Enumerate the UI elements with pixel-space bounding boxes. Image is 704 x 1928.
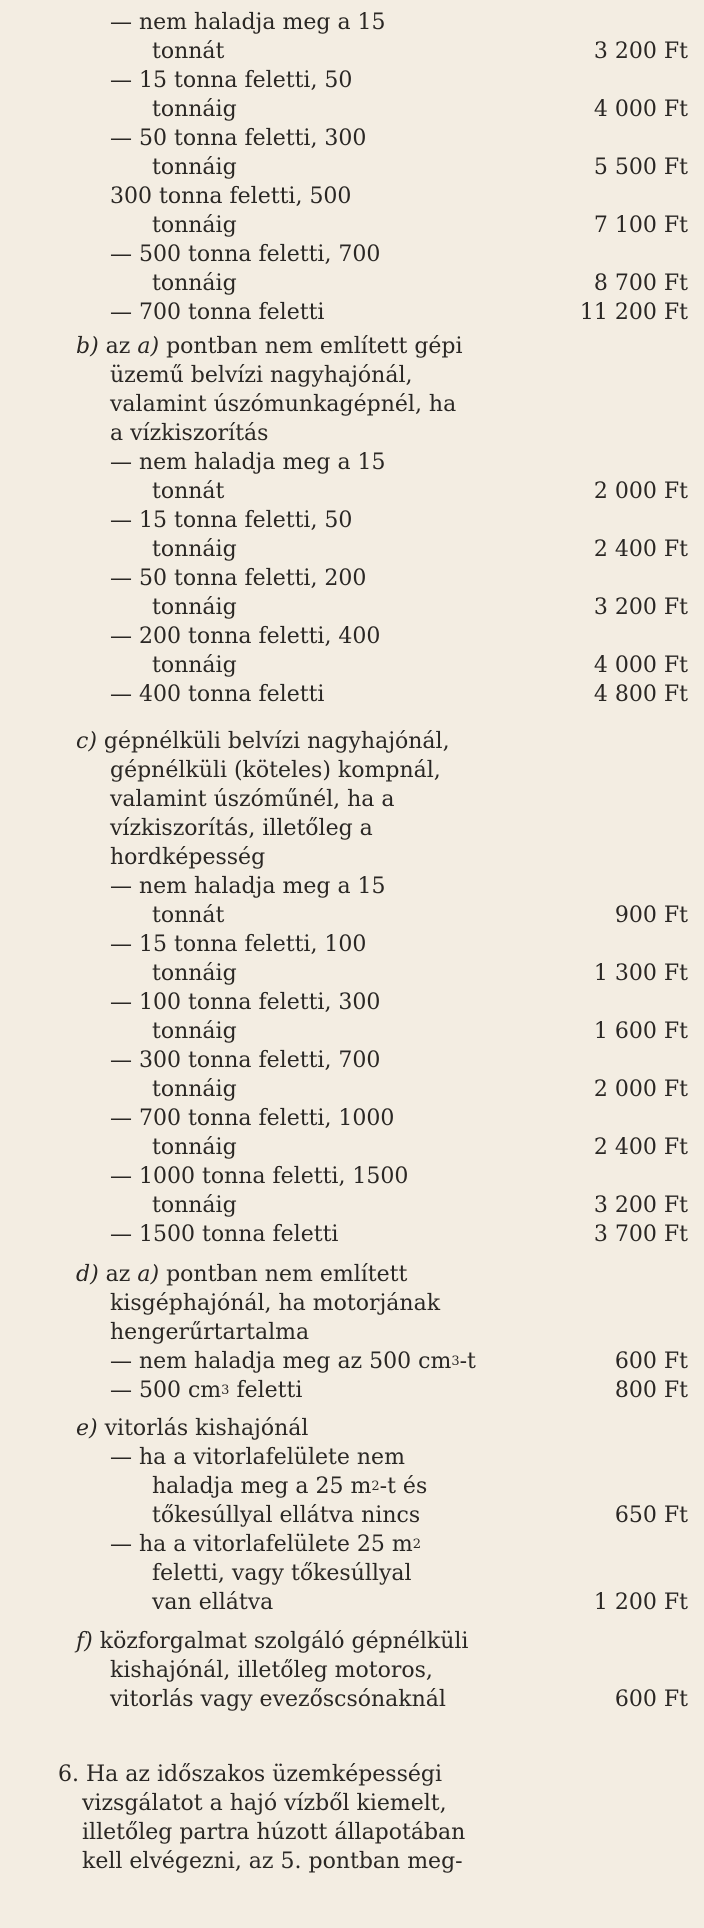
d-row-2-label (110, 1378, 302, 1406)
b-row-4-amount: 4 000 Ft (593, 653, 688, 678)
c-row-2-label: — 15 tonna feletti, 100 (110, 932, 367, 957)
d-line-3: hengerűrtartalma (110, 1320, 310, 1345)
a-row-3-amount: 5 500 Ft (593, 155, 688, 180)
c-line-5: hordképesség (110, 845, 266, 870)
e-row-1-sup: 2 (371, 1479, 380, 1494)
e-row-2-line-1 (110, 1532, 421, 1560)
a-row-4-cont: tonnáig (152, 213, 237, 238)
a-row-5-amount: 8 700 Ft (593, 271, 688, 296)
d-line-1 (76, 1262, 407, 1290)
a-row-2-cont: tonnáig (152, 97, 237, 122)
c-row-7-label: — 1500 tonna feletti (110, 1222, 339, 1247)
d-line-2: kisgéphajónál, ha motorjának (110, 1291, 441, 1316)
c-row-4-cont: tonnáig (152, 1077, 237, 1102)
c-row-1-cont: tonnát (152, 903, 225, 928)
d-row-1-amount: 600 Ft (614, 1349, 688, 1374)
e-row-1-line-2 (152, 1474, 427, 1502)
b-row-3-label: — 50 tonna feletti, 200 (110, 566, 367, 591)
d-line-1-post: pontban nem említett (166, 1262, 408, 1287)
c-line-3: valamint úszóműnél, ha a (110, 787, 395, 812)
b-line-2: üzemű belvízi nagyhajónál, (110, 363, 413, 388)
e-row-1-line-3: tőkesúllyal ellátva nincs (152, 1503, 421, 1528)
b-row-3-cont: tonnáig (152, 595, 237, 620)
a-row-1-amount: 3 200 Ft (593, 39, 688, 64)
e-row-2-line-2: feletti, vagy tőkesúllyal (152, 1561, 412, 1586)
b-line-4: a vízkiszorítás (110, 421, 269, 446)
c-row-3-cont: tonnáig (152, 1019, 237, 1044)
a-row-1-label: — nem haladja meg a 15 (110, 10, 386, 35)
b-line-1-pre: az (105, 334, 131, 359)
a-row-6-amount: 11 200 Ft (579, 300, 688, 325)
c-row-4-amount: 2 000 Ft (593, 1077, 688, 1102)
c-line-1-text: gépnélküli belvízi nagyhajónál, (103, 729, 450, 754)
d-row-2-pre: — 500 cm (110, 1378, 222, 1403)
c-row-3-amount: 1 600 Ft (593, 1019, 688, 1044)
b-line-3: valamint úszómunkagépnél, ha (110, 392, 457, 417)
b-row-1-label: — nem haladja meg a 15 (110, 450, 386, 475)
b-row-4-cont: tonnáig (152, 653, 237, 678)
e-line-1-text: vitorlás kishajónál (104, 1416, 309, 1441)
s6-line-4: kell elvégezni, az 5. pontban meg- (82, 1849, 463, 1874)
e-row-1-line-2-post: -t és (379, 1474, 428, 1499)
a-row-6-label: — 700 tonna feletti (110, 300, 325, 325)
d-row-2-post: feletti (229, 1378, 303, 1403)
e-marker: e) (76, 1416, 98, 1441)
d-row-1-label (110, 1349, 476, 1377)
b-row-2-amount: 2 400 Ft (593, 537, 688, 562)
c-line-1 (76, 729, 450, 757)
b-row-2-label: — 15 tonna feletti, 50 (110, 508, 353, 533)
e-row-1-amount: 650 Ft (614, 1503, 688, 1528)
c-row-5-cont: tonnáig (152, 1135, 237, 1160)
f-line-3: vitorlás vagy evezőscsónaknál (110, 1687, 446, 1712)
d-marker: d) (76, 1262, 99, 1287)
c-row-7-amount: 3 700 Ft (593, 1222, 688, 1247)
a-row-2-label: — 15 tonna feletti, 50 (110, 68, 353, 93)
d-row-2-sup: 3 (221, 1383, 230, 1398)
b-ref-marker: a) (137, 334, 160, 359)
e-row-2-amount: 1 200 Ft (593, 1590, 688, 1615)
e-row-2-line-1-pre: — ha a vitorlafelülete 25 m (110, 1532, 413, 1557)
s6-line-1-text: Ha az időszakos üzemképességi (86, 1762, 443, 1787)
a-row-3-label: — 50 tonna feletti, 300 (110, 126, 367, 151)
e-row-1-line-1: — ha a vitorlafelülete nem (110, 1445, 405, 1470)
e-row-2-line-3: van ellátva (152, 1590, 274, 1615)
c-row-3-label: — 100 tonna feletti, 300 (110, 990, 381, 1015)
d-row-2-amount: 800 Ft (614, 1378, 688, 1403)
c-row-2-amount: 1 300 Ft (593, 961, 688, 986)
c-line-2: gépnélküli (köteles) kompnál, (110, 758, 441, 783)
b-line-1-post: pontban nem említett gépi (166, 334, 463, 359)
c-line-4: vízkiszorítás, illetőleg a (110, 816, 373, 841)
a-row-2-amount: 4 000 Ft (593, 97, 688, 122)
b-row-2-cont: tonnáig (152, 537, 237, 562)
c-row-5-amount: 2 400 Ft (593, 1135, 688, 1160)
d-row-1-post: -t (459, 1349, 476, 1374)
b-row-4-label: — 200 tonna feletti, 400 (110, 624, 381, 649)
f-line-2: kishajónál, illetőleg motoros, (110, 1658, 433, 1683)
a-row-4-amount: 7 100 Ft (593, 213, 688, 238)
c-marker: c) (76, 729, 97, 754)
f-amount: 600 Ft (614, 1687, 688, 1712)
f-line-1-text: közforgalmat szolgáló gépnélküli (99, 1629, 469, 1654)
f-marker: f) (76, 1629, 93, 1654)
c-row-6-amount: 3 200 Ft (593, 1193, 688, 1218)
c-row-1-label: — nem haladja meg a 15 (110, 874, 386, 899)
s6-marker: 6. (58, 1762, 79, 1787)
s6-line-3: illetőleg partra húzott állapotában (82, 1820, 466, 1845)
b-marker: b) (76, 334, 99, 359)
c-row-6-label: — 1000 tonna feletti, 1500 (110, 1164, 409, 1189)
d-ref-marker: a) (137, 1262, 160, 1287)
s6-line-2: vizsgálatot a hajó vízből kiemelt, (82, 1791, 447, 1816)
d-row-1-pre: — nem haladja meg az 500 cm (110, 1349, 452, 1374)
c-row-2-cont: tonnáig (152, 961, 237, 986)
b-row-5-label: — 400 tonna feletti (110, 682, 325, 707)
b-row-3-amount: 3 200 Ft (593, 595, 688, 620)
a-row-4-label: 300 tonna feletti, 500 (110, 184, 352, 209)
b-row-1-amount: 2 000 Ft (593, 479, 688, 504)
a-row-5-label: — 500 tonna feletti, 700 (110, 242, 381, 267)
f-line-1 (76, 1629, 468, 1657)
a-row-3-cont: tonnáig (152, 155, 237, 180)
c-row-6-cont: tonnáig (152, 1193, 237, 1218)
e-line-1 (76, 1416, 308, 1444)
a-row-5-cont: tonnáig (152, 271, 237, 296)
b-row-5-amount: 4 800 Ft (593, 682, 688, 707)
d-row-1-sup: 3 (451, 1354, 460, 1369)
s6-line-1 (58, 1762, 442, 1790)
c-row-5-label: — 700 tonna feletti, 1000 (110, 1106, 395, 1131)
e-row-2-sup: 2 (412, 1537, 422, 1552)
b-row-1-cont: tonnát (152, 479, 225, 504)
c-row-4-label: — 300 tonna feletti, 700 (110, 1048, 381, 1073)
b-line-1 (76, 334, 463, 362)
a-row-1-cont: tonnát (152, 39, 225, 64)
c-row-1-amount: 900 Ft (614, 903, 688, 928)
e-row-1-line-2-pre: haladja meg a 25 m (152, 1474, 372, 1499)
d-line-1-pre: az (105, 1262, 131, 1287)
